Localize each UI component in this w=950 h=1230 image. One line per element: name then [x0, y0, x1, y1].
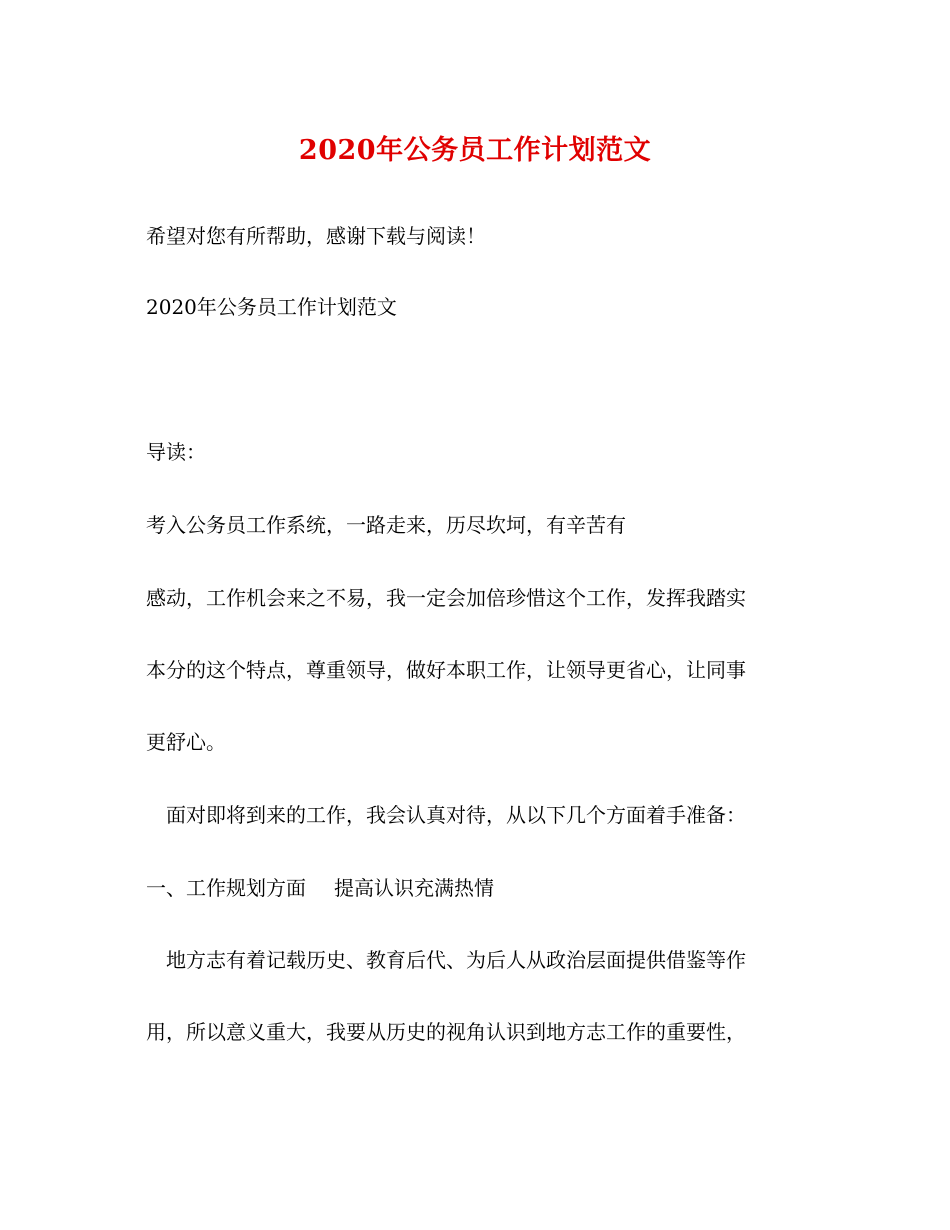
paragraph-line: 地方志有着记载历史、教育后代、为后人从政治层面提供借鉴等作: [166, 948, 746, 972]
paragraph-line: 用，所以意义重大，我要从历史的视角认识到地方志工作的重要性，: [146, 1020, 746, 1044]
document-subtitle: 2020年公务员工作计划范文: [146, 295, 397, 319]
paragraph-line: 考入公务员工作系统，一路走来，历尽坎坷，有辛苦有: [146, 513, 626, 537]
paragraph-line: 更舒心。: [146, 730, 226, 754]
section-heading: [146, 874, 494, 902]
document-title: 2020年公务员工作计划范文: [298, 135, 652, 166]
paragraph-line: 感动，工作机会来之不易，我一定会加倍珍惜这个工作，发挥我踏实: [146, 586, 746, 610]
intro-text: 希望对您有所帮助，感谢下载与阅读！: [146, 224, 486, 248]
guide-label: 导读：: [146, 440, 206, 464]
section-heading-text: 一、工作规划方面: [146, 876, 306, 900]
paragraph-line: 面对即将到来的工作，我会认真对待，从以下几个方面着手准备：: [166, 803, 746, 827]
paragraph-line: 本分的这个特点，尊重领导，做好本职工作，让领导更省心，让同事: [146, 658, 746, 682]
section-subheading-text: 提高认识充满热情: [334, 876, 494, 900]
